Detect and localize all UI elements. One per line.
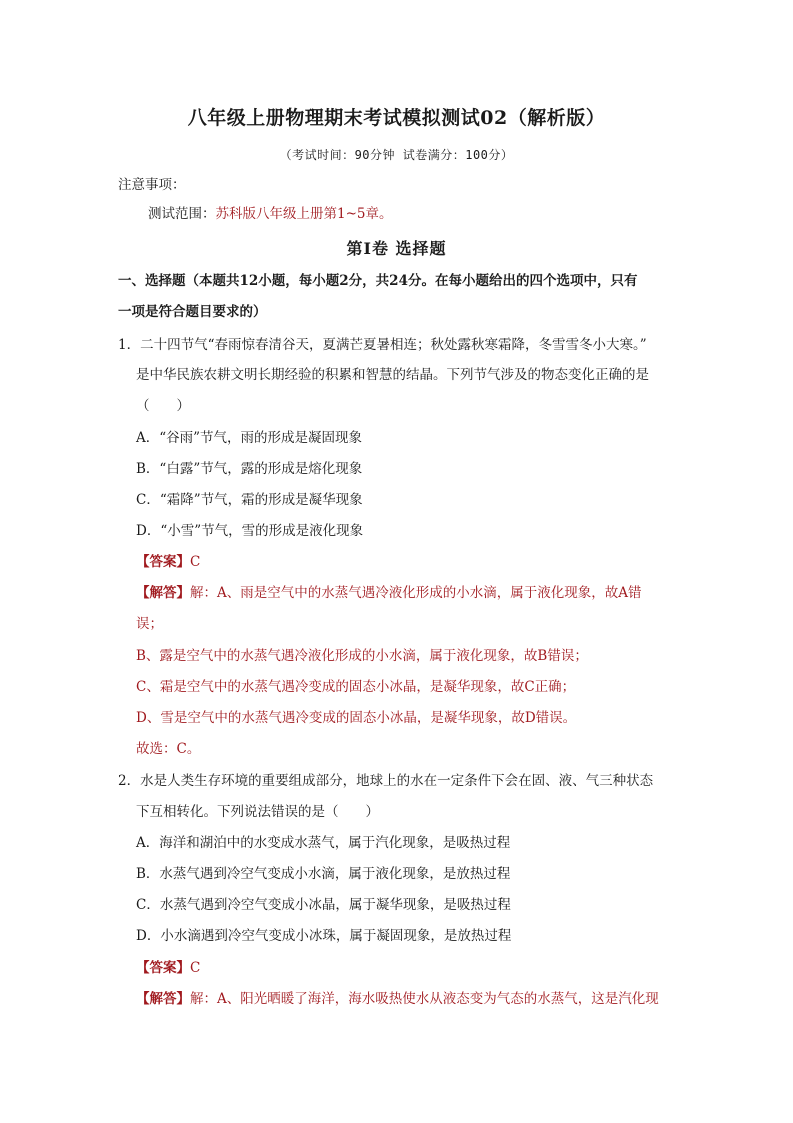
- q2-option-d: D．小水滴遇到冷空气变成小冰珠，属于凝固现象，是放热过程: [136, 928, 512, 944]
- q2-analysis-a1: 解：A、阳光晒暖了海洋，海水吸热使水从液态变为气态的水蒸气，这是汽化现: [190, 991, 659, 1007]
- q1-analysis-a1: 解：A、雨是空气中的水蒸气遇冷液化形成的小水滴，属于液化现象，故A错: [190, 585, 642, 601]
- q2-option-c: C．水蒸气遇到冷空气变成小冰晶，属于凝华现象，是吸热过程: [136, 897, 511, 913]
- q1-answer-label: 【答案】: [136, 554, 190, 570]
- q2-analysis-line1: [136, 989, 659, 1009]
- page-title: 八年级上册物理期末考试模拟测试02（解析版）: [187, 107, 606, 129]
- q2-analysis-label: 【解答】: [136, 991, 190, 1007]
- q1-analysis-label: 【解答】: [136, 585, 190, 601]
- q2-answer: [136, 958, 200, 978]
- q1-option-b: B．“白露”节气，露的形成是熔化现象: [136, 461, 363, 477]
- q1-stem-line2: 是中华民族农耕文明长期经验的积累和智慧的结晶。下列节气涉及的物态变化正确的是: [136, 367, 649, 383]
- q1-stem-line3: （ ）: [136, 398, 190, 414]
- q2-stem-line1: 2．水是人类生存环境的重要组成部分，地球上的水在一定条件下会在固、液、气三种状态: [118, 773, 654, 789]
- q2-stem-line2: 下互相转化。下列说法错误的是（ ）: [136, 804, 379, 820]
- q2-option-b: B．水蒸气遇到冷空气变成小水滴，属于液化现象，是放热过程: [136, 866, 511, 882]
- q1-analysis-b: B、露是空气中的水蒸气遇冷液化形成的小水滴，属于液化现象，故B错误；: [136, 648, 588, 664]
- q1-analysis-c: C、霜是空气中的水蒸气遇冷变成的固态小冰晶，是凝华现象，故C正确；: [136, 679, 576, 695]
- q2-answer-value: C: [190, 960, 201, 976]
- q1-analysis-d: D、雪是空气中的水蒸气遇冷变成的固态小冰晶，是凝华现象，故D错误。: [136, 710, 577, 726]
- q1-option-d: D．“小雪”节气，雪的形成是液化现象: [136, 523, 364, 539]
- exam-info: （考试时间：90分钟 试卷满分：100分）: [279, 148, 514, 162]
- test-range: [148, 204, 393, 224]
- notice-label: 注意事项：: [118, 177, 186, 193]
- q2-answer-label: 【答案】: [136, 960, 190, 976]
- test-range-value: 苏科版八年级上册第1~5章。: [215, 206, 393, 222]
- test-range-label: 测试范围：: [148, 206, 216, 222]
- q1-option-c: C．“霜降”节气，霜的形成是凝华现象: [136, 492, 363, 508]
- q1-analysis-line1: [136, 583, 642, 603]
- q1-option-a: A．“谷雨”节气，雨的形成是凝固现象: [136, 430, 363, 446]
- q1-answer: [136, 552, 200, 572]
- section-instruction-line1: 一、选择题（本题共12小题，每小题2分，共24分。在每小题给出的四个选项中，只有: [118, 273, 638, 289]
- q2-option-a: A．海洋和湖泊中的水变成水蒸气，属于汽化现象，是吸热过程: [136, 835, 511, 851]
- q1-answer-value: C: [190, 554, 201, 570]
- q1-analysis-a2: 误；: [136, 616, 163, 632]
- q1-choice: 故选：C。: [136, 741, 201, 757]
- q1-stem-line1: 1．二十四节气“春雨惊春清谷天，夏满芒夏暑相连；秋处露秋寒霜降，冬雪雪冬小大寒。”: [118, 337, 647, 353]
- section-title: 第Ⅰ卷 选择题: [346, 239, 447, 258]
- section-instruction-line2: 一项是符合题目要求的）: [118, 304, 267, 320]
